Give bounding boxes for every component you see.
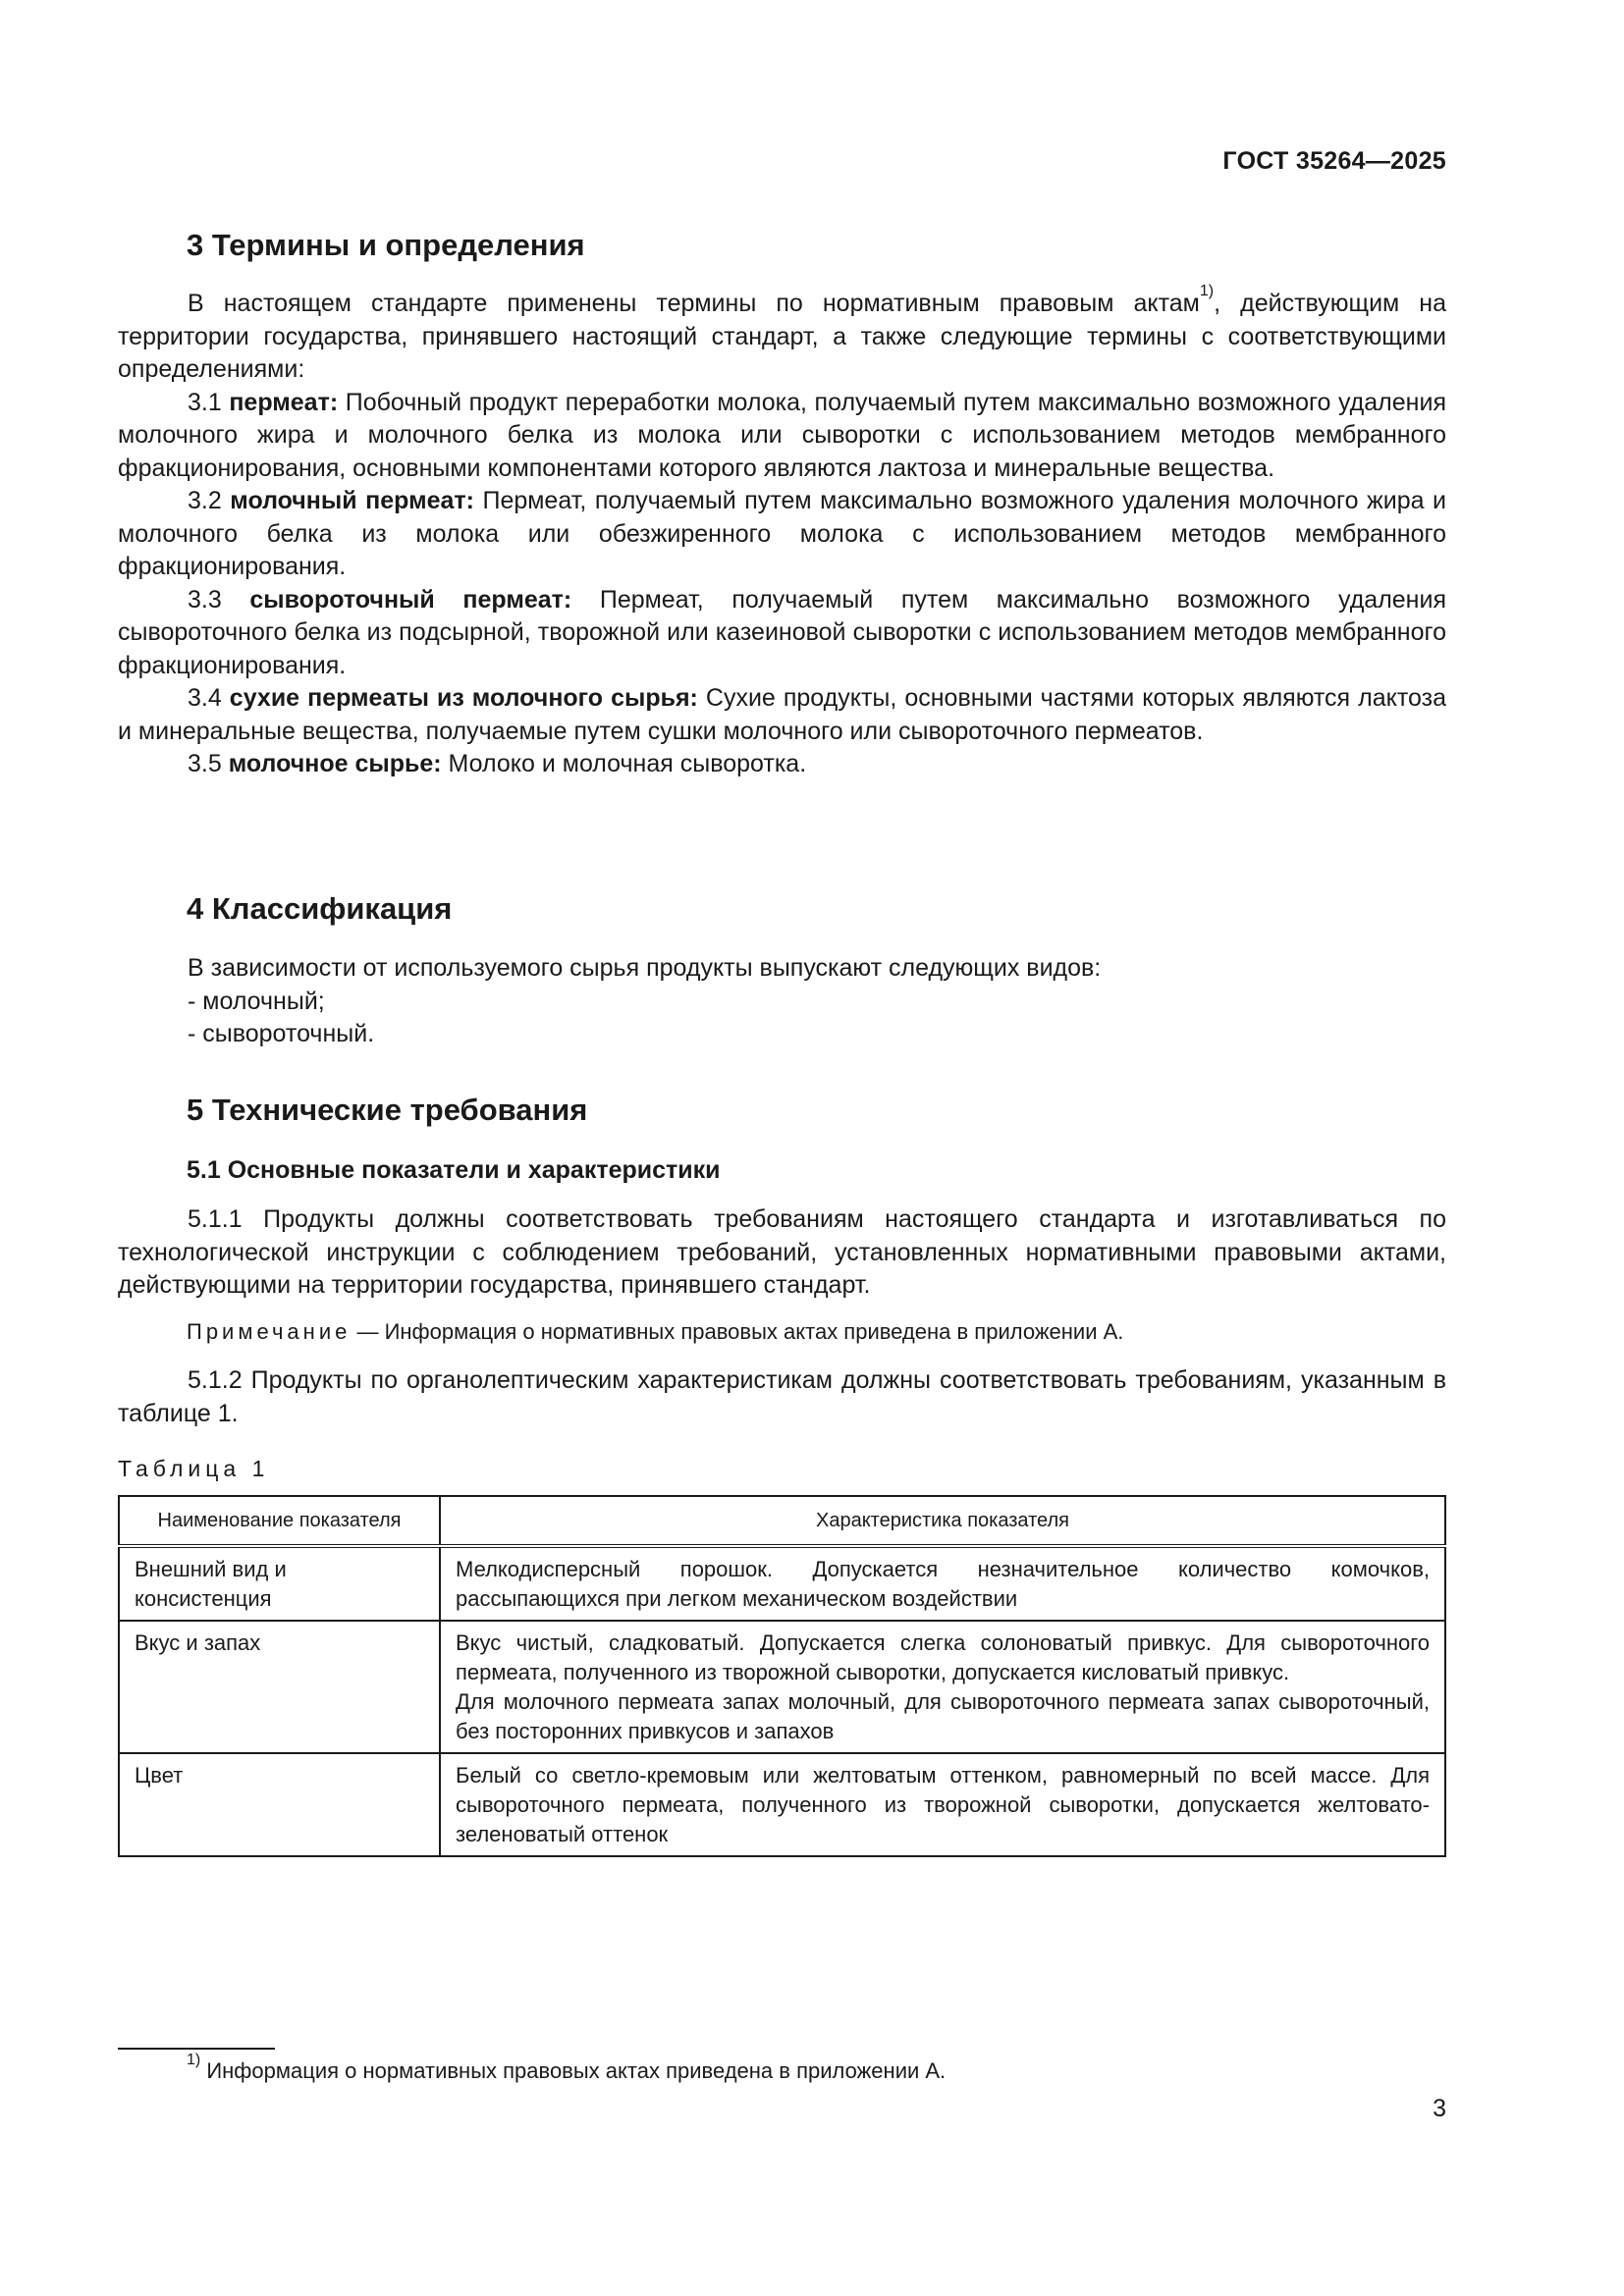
table-row bbox=[119, 1621, 1445, 1753]
term-definition: Побочный продукт переработки молока, получаемый путем максимально возможного удаления молочного жира и молочного белка из молока или сыворотки с использованием методов мембранного фракционирования, основными компонентами которого являются лактоза и минеральные вещества. bbox=[118, 388, 1446, 482]
indicator-name: Цвет bbox=[119, 1753, 440, 1856]
indicator-name: Вкус и запах bbox=[119, 1621, 440, 1753]
column-header-characteristic: Характеристика показателя bbox=[440, 1496, 1445, 1546]
section-5-title: 5 Технические требования bbox=[187, 1093, 588, 1127]
term-number: 3.4 bbox=[188, 684, 222, 712]
term-3-3 bbox=[118, 584, 1446, 683]
table-row bbox=[119, 1546, 1445, 1621]
classification-item: - сывороточный. bbox=[188, 1020, 375, 1047]
term-3-5 bbox=[118, 748, 1446, 781]
paragraph-5-1-1 bbox=[118, 1203, 1446, 1303]
indicator-value-text: Мелкодисперсный порошок. Допускается незначительное количество комочков, рассыпающихся при легком механическом воздействии bbox=[456, 1557, 1430, 1611]
intro-text-b: , действующим на территории государства, принявшего настоящий стандарт, а также следующие термины с соответствующими определениями: bbox=[118, 290, 1446, 383]
term-3-2 bbox=[118, 485, 1446, 584]
footnote-text: Информация о нормативных правовых актах приведена в приложении А. bbox=[200, 2058, 947, 2083]
term-3-1 bbox=[118, 387, 1446, 486]
term-3-4 bbox=[118, 682, 1446, 748]
section-3-intro bbox=[118, 283, 1446, 387]
note bbox=[187, 1317, 1446, 1347]
page-number: 3 bbox=[1433, 2095, 1446, 2122]
classification-item: - молочный; bbox=[188, 987, 325, 1015]
term-number: 3.5 bbox=[188, 750, 222, 777]
footnote bbox=[187, 2052, 947, 2086]
subsection-5-1-title: 5.1 Основные показатели и характеристики bbox=[187, 1156, 721, 1184]
organoleptic-table bbox=[118, 1495, 1446, 1857]
term-name: молочное сырье: bbox=[228, 750, 442, 777]
section-4-title: 4 Классификация bbox=[187, 891, 453, 926]
indicator-value-text-2: Для молочного пермеата запах молочный, для сывороточного пермеата запах сывороточный, без посторонних привкусов и запахов bbox=[456, 1689, 1430, 1743]
section-4-intro: В зависимости от используемого сырья продукты выпускают следующих видов: bbox=[188, 954, 1102, 982]
term-definition: Молоко и молочная сыворотка. bbox=[448, 750, 807, 777]
term-name: сывороточный пермеат: bbox=[249, 585, 572, 614]
term-name: сухие пермеаты из молочного сырья: bbox=[229, 684, 698, 712]
footnote-mark: 1) bbox=[187, 2052, 201, 2068]
indicator-value bbox=[440, 1546, 1445, 1621]
term-name: пермеат: bbox=[229, 388, 339, 416]
intro-text-a: В настоящем стандарте применены термины по нормативным правовым актам bbox=[188, 290, 1200, 317]
column-header-name: Наименование показателя bbox=[119, 1496, 440, 1546]
indicator-value-text: Белый со светло-кремовым или желтоватым оттенком, равномерный по всей массе. Для сывороточного пермеата, полученного из творожной сыворотки, допускается желтовато-зеленоватый оттенок bbox=[456, 1763, 1430, 1846]
paragraph-5-1-2-text: 5.1.2 Продукты по органолептическим характеристикам должны соответствовать требованиям, указанным в таблице 1. bbox=[118, 1366, 1446, 1427]
term-definition: Пермеат, получаемый путем максимально возможного удаления молочного жира и молочного белка из молока или обезжиренного молока с использованием методов мембранного фракционирования. bbox=[118, 487, 1446, 580]
section-4-body bbox=[118, 952, 1446, 1051]
paragraph-5-1-1-text: 5.1.1 Продукты должны соответствовать требованиям настоящего стандарта и изготавливаться по технологической инструкции с соблюдением требований, установленных нормативными правовыми актами, действующими на территории государства, принявшего стандарт. bbox=[118, 1205, 1446, 1299]
table-header-row bbox=[119, 1496, 1445, 1546]
footnote-ref[interactable]: 1) bbox=[1199, 283, 1215, 299]
note-text: — Информация о нормативных правовых актах приведена в приложении А. bbox=[351, 1319, 1124, 1344]
standard-number: ГОСТ 35264—2025 bbox=[1222, 147, 1446, 175]
term-number: 3.3 bbox=[188, 585, 222, 614]
term-definition: Пермеат, получаемый путем максимально возможного удаления сывороточного белка из подсырной, творожной или казеиновой сыворотки с использованием методов мембранного фракционирования. bbox=[118, 585, 1446, 679]
indicator-name: Внешний вид и консистенция bbox=[119, 1546, 440, 1621]
section-3-title: 3 Термины и определения bbox=[187, 228, 585, 262]
section-3-body bbox=[118, 283, 1446, 781]
table-caption: Таблица 1 bbox=[118, 1456, 270, 1481]
indicator-value bbox=[440, 1621, 1445, 1753]
indicator-value bbox=[440, 1753, 1445, 1856]
term-number: 3.1 bbox=[188, 388, 222, 416]
term-definition: Сухие продукты, основными частями которых являются лактоза и минеральные вещества, получаемые путем сушки молочного или сывороточного пермеатов. bbox=[118, 684, 1446, 745]
term-number: 3.2 bbox=[188, 487, 222, 514]
table-row bbox=[119, 1753, 1445, 1856]
indicator-value-text: Вкус чистый, сладковатый. Допускается слегка солоноватый привкус. Для сывороточного пермеата, полученного из творожной сыворотки, допускается кисловатый привкус. bbox=[456, 1630, 1430, 1684]
paragraph-5-1-2 bbox=[118, 1364, 1446, 1430]
term-name: молочный пермеат: bbox=[230, 487, 474, 514]
footnote-divider bbox=[118, 2048, 275, 2050]
note-label: Примечание bbox=[187, 1319, 352, 1344]
